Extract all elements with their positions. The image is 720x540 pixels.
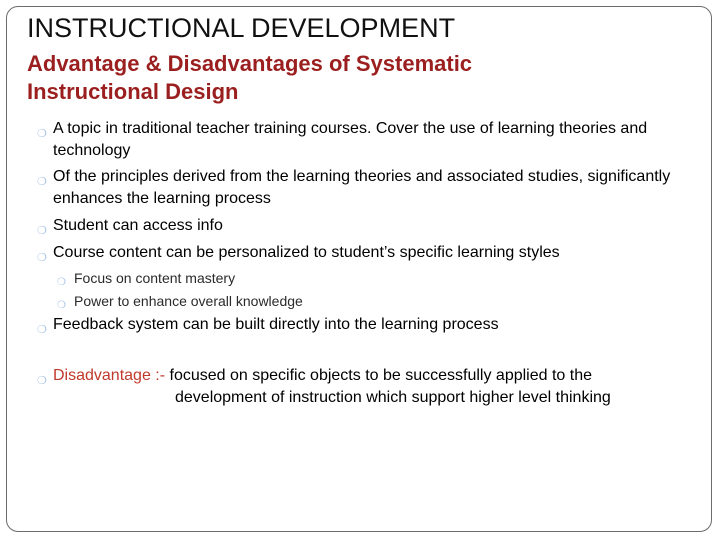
slide-subtitle: Advantage & Disadvantages of Systematic Instructional Design (27, 51, 473, 104)
bullet-icon: ❍ (37, 375, 47, 387)
sub-bullet-text: Power to enhance overall knowledge (74, 293, 303, 309)
bullet-icon: ❍ (37, 176, 47, 188)
bullet-item (37, 215, 703, 237)
bullet-item (37, 166, 703, 210)
sub-bullet-item (57, 269, 674, 288)
bullet-text: Of the principles derived from the learning theories and associated studies, significantly enhances the learning process (53, 168, 671, 207)
bullet-text: Course content can be personalized to student’s specific learning styles (53, 244, 560, 261)
sub-bullet-item (57, 292, 674, 311)
bullet-icon: ❍ (57, 277, 66, 288)
bullet-icon: ❍ (37, 324, 47, 336)
bullet-icon: ❍ (57, 300, 66, 311)
sub-bullet-text: Focus on content mastery (74, 270, 236, 286)
bullet-item (37, 242, 703, 264)
bullet-icon: ❍ (37, 225, 47, 237)
bullet-icon: ❍ (37, 252, 47, 264)
bullet-text: A topic in traditional teacher training courses. Cover the use of learning theories and technology (53, 120, 648, 159)
disadvantage-item (37, 365, 693, 409)
bullet-item (37, 118, 703, 162)
disadvantage-line1: focused on specific objects to be successfully applied to the (165, 367, 592, 384)
disadvantage-label: Disadvantage (53, 367, 151, 384)
slide-title: INSTRUCTIONAL DEVELOPMENT (27, 13, 456, 43)
disadvantage-line2: development of instruction which support higher level thinking (175, 389, 611, 406)
bullet-text: Student can access info (53, 217, 223, 234)
bullet-icon: ❍ (37, 128, 47, 140)
bullet-item (37, 314, 693, 336)
disadvantage-separator: :- (155, 367, 166, 384)
feedback-bullet-text: Feedback system can be built directly into the learning process (53, 316, 499, 333)
